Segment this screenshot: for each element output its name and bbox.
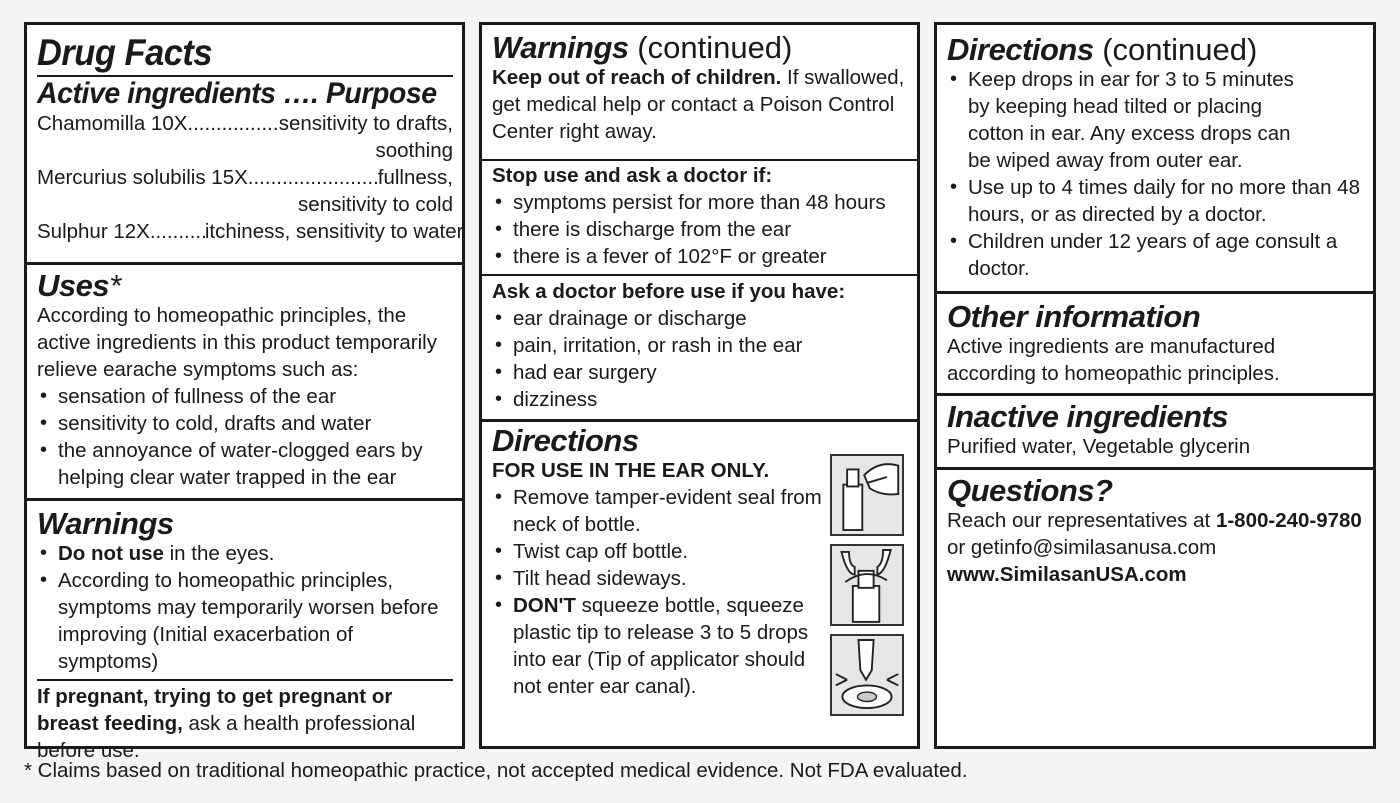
stop-use-section [482,161,917,276]
asterisk: * [109,268,121,303]
directions-header [947,33,1364,66]
directions-info-panel [934,22,1376,749]
list-item: • the annoyance of water-clogged ears by helping clear water trapped in the ear [37,437,453,491]
list-item: • had ear surgery [492,359,908,386]
ingredient-purpose: itchiness, sensitivity to water [204,220,464,243]
ingredient-name: Mercurius solubilis 15X [37,166,248,189]
list-item: • Keep drops in ear for 3 to 5 minutes by keeping head tilted or placing cotton in ear. Any excess drops can be wiped away from outer ear. [947,66,1364,174]
divider [37,679,453,681]
dont-bold: DON'T [513,594,576,617]
leader-dots [248,164,378,191]
ingredient-purpose: sensitivity to drafts, [278,112,453,135]
warnings-title: Warnings [492,30,629,65]
ear-drops-illustration [830,634,904,716]
active-ingredients-section [27,25,462,265]
other-information-text: Active ingredients are manufactured according to homeopathic principles. [947,335,1280,385]
directions-layout [492,424,908,724]
email-line: or getinfo@similasanusa.com [947,536,1217,559]
list-item: • sensation of fullness of the ear [37,383,453,410]
other-information-section [937,294,1373,396]
warnings-directions-panel [479,22,920,749]
phone-number: 1-800-240-9780 [1215,509,1362,532]
warnings-section [27,501,462,768]
footnote: * Claims based on traditional homeopathic practice, not accepted medical evidence. Not FDA evaluated. [24,759,968,782]
inactive-ingredients-section [937,396,1373,470]
illustrations [830,424,908,724]
warning-bold: Do not use [58,542,164,565]
keep-out-warning [492,64,908,145]
ask-doctor-section [482,276,917,422]
directions-title: Directions [947,32,1094,67]
ingredient-purpose-cont: sensitivity to cold [298,193,453,216]
list-item: • Twist cap off bottle. [492,538,822,565]
list-item: • Use up to 4 times daily for no more than 48 hours, or as directed by a doctor. [947,174,1364,228]
list-item: • Remove tamper-evident seal from neck of bottle. [492,484,822,538]
list-item: • pain, irritation, or rash in the ear [492,332,908,359]
uses-intro: According to homeopathic principles, the active ingredients in this product temporarily relieve earache symptoms such as: [37,304,437,381]
directions-text [492,424,822,724]
remove-seal-illustration [830,454,904,536]
directions-list [947,66,1364,282]
leader-dots [150,218,205,245]
uses-header [37,269,453,302]
directions-continued-section [937,25,1373,294]
drug-facts-title: Drug Facts [37,32,213,73]
ingredient-name: Chamomilla 10X [37,112,188,135]
questions-section [937,470,1373,592]
ingredient-row [37,164,453,191]
keep-out-bold: Keep out of reach of children. [492,66,782,89]
list-item: • Tilt head sideways. [492,565,822,592]
leader-dots [187,110,278,137]
warnings-header [492,31,908,64]
ask-doctor-header: Ask a doctor before use if you have: [492,280,846,303]
list-item: • dizziness [492,386,908,413]
ingredient-name: Sulphur 12X [37,220,150,243]
active-ingredients-header: Active ingredients …. Purpose [37,77,437,110]
directions-subheader: FOR USE IN THE EAR ONLY. [492,459,770,482]
list-item: • According to homeopathic principles, symptoms may temporarily worsen before improving (Initial exacerbation of symptoms) [37,567,453,675]
drug-facts-panel [24,22,465,762]
stop-use-list [492,189,908,270]
continued-label: (continued) [628,30,793,65]
directions-list [492,484,822,700]
continued-label: (continued) [1093,32,1258,67]
directions-section [482,422,917,728]
website: www.SimilasanUSA.com [947,563,1187,586]
list-item: • symptoms persist for more than 48 hours [492,189,908,216]
warnings-list [37,540,453,675]
warnings-header: Warnings [37,506,174,541]
list-item [37,540,453,567]
warnings-continued-section [482,25,917,161]
ingredient-purpose: fullness, [377,166,453,189]
directions-header: Directions [492,423,639,458]
twist-cap-illustration [830,544,904,626]
questions-header: Questions? [947,473,1113,508]
keep-out-text: If swallowed, get medical help or contact a Poison Control Center right away. [492,66,905,143]
list-item: • there is a fever of 102°F or greater [492,243,908,270]
ingredient-purpose-cont: soothing [375,139,453,162]
inactive-ingredients-header: Inactive ingredients [947,399,1229,434]
questions-contact [947,507,1364,534]
ask-doctor-list [492,305,908,413]
ingredient-row [37,110,453,137]
list-item: • there is discharge from the ear [492,216,908,243]
list-item: • sensitivity to cold, drafts and water [37,410,453,437]
warning-text: in the eyes. [163,542,275,565]
ingredient-row [37,218,464,245]
list-item [492,592,822,700]
list-item: • ear drainage or discharge [492,305,908,332]
questions-text: Reach our representatives at [947,509,1216,532]
pregnancy-text: ask a health professional before use. [37,712,416,762]
stop-use-header: Stop use and ask a doctor if: [492,164,773,187]
uses-list [37,383,453,491]
uses-title: Uses [37,268,110,303]
pregnancy-warning [37,683,453,764]
inactive-ingredients-text: Purified water, Vegetable glycerin [947,435,1251,458]
other-information-header: Other information [947,299,1201,334]
pregnancy-bold: If pregnant, trying to get pregnant or breast feeding, [37,685,393,735]
uses-section [27,265,462,501]
dont-text: squeeze bottle, squeeze plastic tip to release 3 to 5 drops into ear (Tip of applicator should not enter ear canal). [513,594,809,698]
list-item: • Children under 12 years of age consult a doctor. [947,228,1364,282]
